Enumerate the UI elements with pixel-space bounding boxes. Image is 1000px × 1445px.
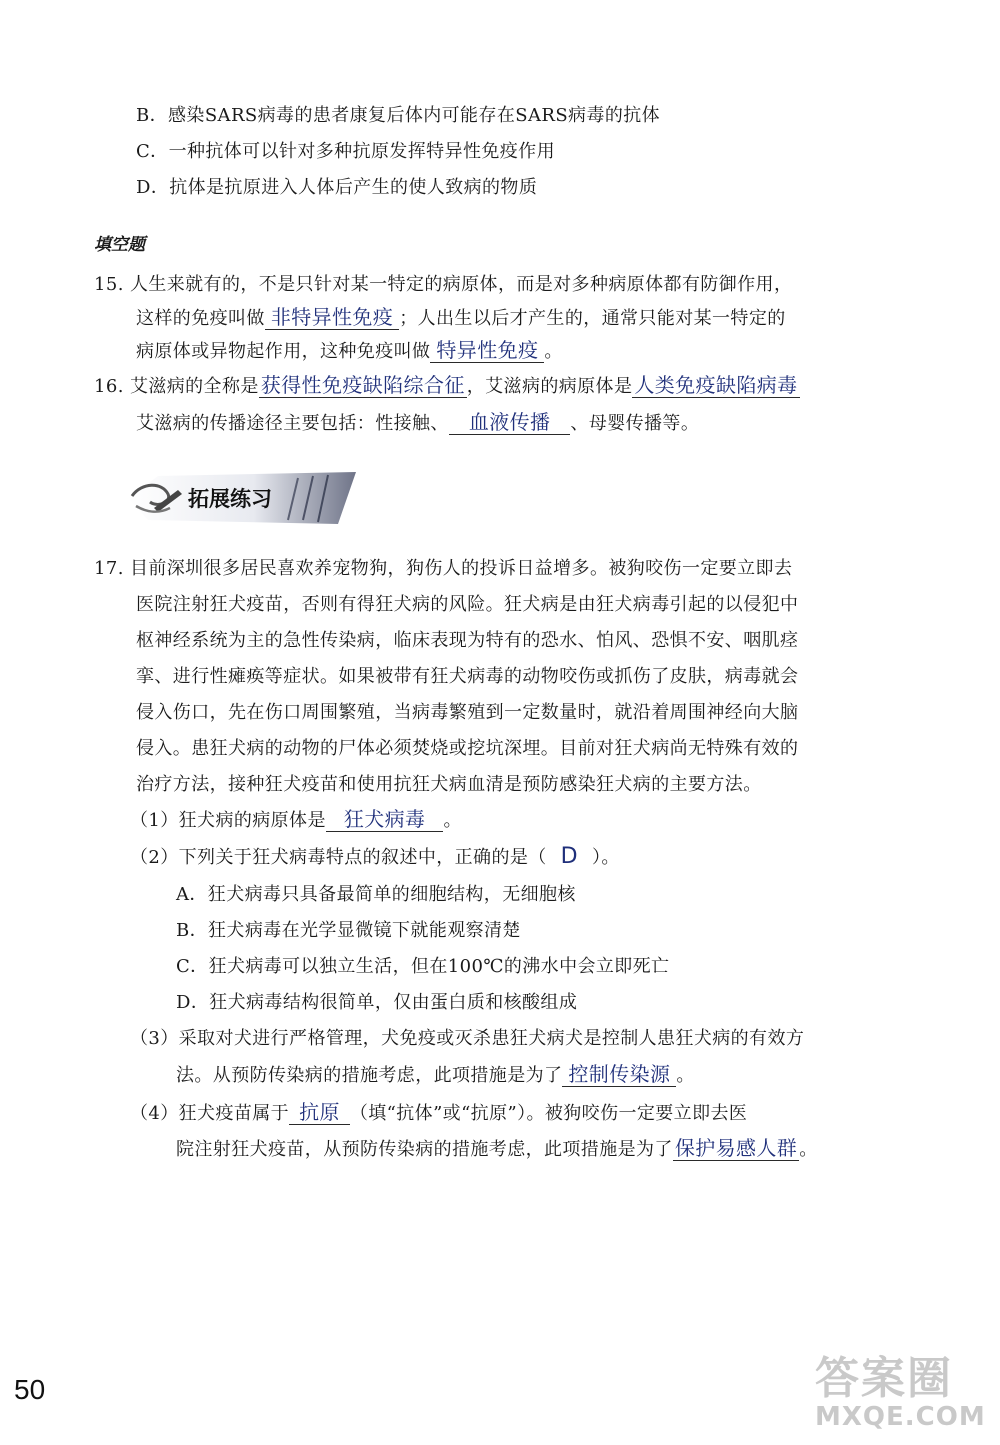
q15-text: 这样的免疫叫做 xyxy=(136,308,265,329)
q15-text: 。 xyxy=(544,341,563,362)
q17-sub-1 xyxy=(130,807,462,834)
q17-text: （2）下列关于狂犬病毒特点的叙述中，正确的是（ xyxy=(130,847,547,868)
q15-text: 病原体或异物起作用，这种免疫叫做 xyxy=(136,341,431,362)
watermark-url: MXQE.COM xyxy=(815,1402,986,1432)
q16-text: ，艾滋病的病原体是 xyxy=(466,376,633,397)
q16-text: 、母婴传播等。 xyxy=(570,413,700,434)
q17-s4-answer-2: 保护易感人群 xyxy=(674,1136,798,1160)
q17-text: （1）狂犬病的病原体是 xyxy=(130,810,326,831)
q14-option-b: B．感染SARS病毒的患者康复后体内可能存在SARS病毒的抗体 xyxy=(136,105,661,126)
q16-line-2 xyxy=(136,410,699,437)
q17-text: （填“抗体”或“抗原”）。被狗咬伤一定要立即去医 xyxy=(349,1103,748,1124)
fill-in-heading: 填空题 xyxy=(94,235,145,255)
q17-sub-4-line-2 xyxy=(176,1136,818,1163)
q17-sub-3-line-1: （3）采取对犬进行严格管理，犬免疫或灭杀患狂犬病犬是控制人患狂犬病的有效方 xyxy=(130,1028,805,1049)
q17-s2-answer: D xyxy=(560,844,578,869)
q17-para-line: 治疗方法，接种狂犬疫苗和使用抗狂犬病血清是预防感染狂犬病的主要方法。 xyxy=(136,774,762,795)
q16-text: 16. 艾滋病的全称是 xyxy=(94,376,259,397)
q17-para-line: 侵入。患狂犬病的动物的尸体必须焚烧或挖坑深埋。目前对狂犬病尚无特殊有效的 xyxy=(136,738,799,759)
q17-sub-4-line-1 xyxy=(130,1100,747,1127)
q17-para-line: 挛、进行性瘫痪等症状。如果被带有狂犬病毒的动物咬伤或抓伤了皮肤，病毒就会 xyxy=(136,666,799,687)
watermark-logo: 答案圈 xyxy=(815,1353,953,1404)
section-title: 拓展练习 xyxy=(188,487,272,511)
q17-text: 。 xyxy=(443,810,462,831)
q17-para-line: 17. 目前深圳很多居民喜欢养宠物狗，狗伤人的投诉日益增多。被狗咬伤一定要立即去 xyxy=(94,558,793,579)
q15-answer-1: 非特异性免疫 xyxy=(265,305,399,330)
q17-text: 。 xyxy=(799,1139,818,1160)
q14-option-d: D．抗体是抗原进入人体后产生的使人致病的物质 xyxy=(136,177,538,198)
q16-answer-2: 人类免疫缺陷病毒 xyxy=(634,373,798,397)
q15-line-1: 15. 人生来就有的，不是只针对某一特定的病原体，而是对多种病原体都有防御作用， xyxy=(94,274,793,295)
q16-text: 艾滋病的传播途径主要包括：性接触、 xyxy=(136,413,449,434)
q17-text: （4）狂犬疫苗属于 xyxy=(130,1103,290,1124)
q17-text: 法。从预防传染病的措施考虑，此项措施是为了 xyxy=(176,1065,563,1086)
q17-s1-answer: 狂犬病毒 xyxy=(326,807,444,832)
q17-s3-answer: 控制传染源 xyxy=(562,1062,676,1087)
q17-text: 。 xyxy=(676,1065,695,1086)
watermark xyxy=(815,1342,986,1432)
q17-text: 院注射狂犬疫苗，从预防传染病的措施考虑，此项措施是为了 xyxy=(176,1139,673,1160)
q17-s2-option-b: B．狂犬病毒在光学显微镜下就能观察清楚 xyxy=(176,920,521,941)
q17-para-line: 侵入伤口，先在伤口周围繁殖，当病毒繁殖到一定数量时，就沿着周围神经向大脑 xyxy=(136,702,799,723)
q17-sub-3-line-2 xyxy=(176,1062,695,1089)
q17-s2-option-d: D．狂犬病毒结构很简单，仅由蛋白质和核酸组成 xyxy=(176,992,578,1013)
q15-line-2 xyxy=(136,305,786,332)
q15-line-3 xyxy=(136,338,563,365)
q17-para-line: 医院注射狂犬疫苗，否则有得狂犬病的风险。狂犬病是由狂犬病毒引起的以侵犯中 xyxy=(136,594,799,615)
q16-answer-3: 血液传播 xyxy=(449,410,571,435)
q16-line-1 xyxy=(94,373,800,400)
page-number: 50 xyxy=(14,1374,46,1405)
q17-text: ）。 xyxy=(592,847,620,868)
q17-s2-option-a: A．狂犬病毒只具备最简单的细胞结构，无细胞核 xyxy=(176,884,576,905)
q15-text: ；人出生以后才产生的，通常只能对某一特定的 xyxy=(399,308,786,329)
q16-answer-1: 获得性免疫缺陷综合征 xyxy=(260,373,465,397)
q17-sub-2 xyxy=(130,845,620,871)
q17-s4-answer-1: 抗原 xyxy=(289,1100,350,1125)
q14-option-c: C．一种抗体可以针对多种抗原发挥特异性免疫作用 xyxy=(136,141,555,162)
q17-s2-option-c: C．狂犬病毒可以独立生活，但在100℃的沸水中会立即死亡 xyxy=(176,956,670,977)
q15-answer-2: 特异性免疫 xyxy=(430,338,544,363)
q17-para-line: 枢神经系统为主的急性传染病，临床表现为特有的恐水、怕风、恐惧不安、咽肌痉 xyxy=(136,630,799,651)
